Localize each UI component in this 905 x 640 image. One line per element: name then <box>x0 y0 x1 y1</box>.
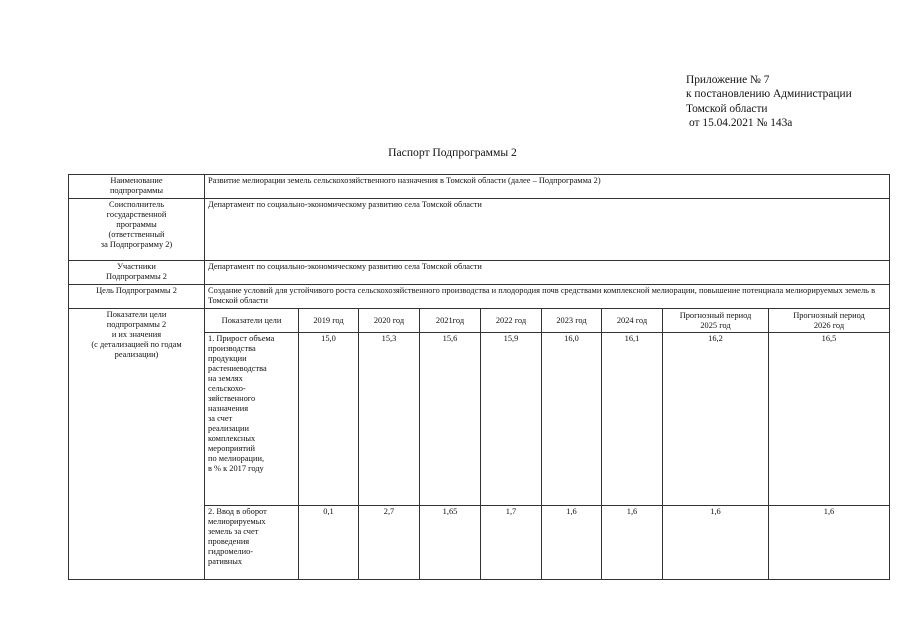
header-cell: Прогнозный период 2026 год <box>769 309 890 333</box>
indicator-value: 1,65 <box>420 506 481 580</box>
indicator-name: 1. Прирост объема производства продукции растениеводства на землях сельскохо- зяйственного назначения за счет реализации комплексных мероприятий по мелиорации, в % к 2017 году <box>205 333 299 506</box>
header-cell: 2023 год <box>542 309 602 333</box>
row-value-goal: Создание условий для устойчивого роста сельскохозяйственного производства и плодородия почв средствами комплексной мелиорации, повышение потенциала мелиорируемых земель в Томской области <box>205 285 890 309</box>
header-cell: 2019 год <box>299 309 359 333</box>
indicator-header-row <box>69 309 890 333</box>
appendix-block <box>686 73 852 131</box>
indicator-value: 1,6 <box>663 506 769 580</box>
indicator-value: 15,6 <box>420 333 481 506</box>
indicator-value: 16,2 <box>663 333 769 506</box>
table-row <box>69 261 890 285</box>
header-cell: 2021год <box>420 309 481 333</box>
row-label-indicators: Показатели цели подпрограммы 2 и их значения (с детализацией по годам реализации) <box>69 309 205 580</box>
header-cell: 2022 год <box>481 309 542 333</box>
row-value-name: Развитие мелиорации земель сельскохозяйственного назначения в Томской области (далее – Подпрограмма 2) <box>205 175 890 199</box>
header-cell: 2020 год <box>359 309 420 333</box>
indicator-value: 0,1 <box>299 506 359 580</box>
table-row <box>69 175 890 199</box>
table-row <box>69 199 890 261</box>
header-cell: 2024 год <box>602 309 663 333</box>
table-row <box>69 285 890 309</box>
indicator-value: 1,6 <box>542 506 602 580</box>
appendix-line: Приложение № 7 <box>686 74 770 86</box>
appendix-line: от 15.04.2021 № 143а <box>689 117 793 130</box>
row-value-participants: Департамент по социально-экономическому развитию села Томской области <box>205 261 890 285</box>
indicator-value: 15,3 <box>359 333 420 506</box>
indicator-value: 2,7 <box>359 506 420 580</box>
appendix-line: к постановлению Администрации <box>686 88 852 101</box>
indicator-value: 1,7 <box>481 506 542 580</box>
indicator-value: 15,9 <box>481 333 542 506</box>
header-cell: Прогнозный период 2025 год <box>663 309 769 333</box>
indicator-value: 16,5 <box>769 333 890 506</box>
row-label-coexecutor: Соисполнитель государственной программы (ответственный за Подпрограмму 2) <box>69 199 205 261</box>
row-value-coexecutor: Департамент по социально-экономическому развитию села Томской области <box>205 199 890 261</box>
passport-table <box>68 174 890 580</box>
page-title: Паспорт Подпрограммы 2 <box>388 146 517 159</box>
indicator-value: 1,6 <box>602 506 663 580</box>
indicator-value: 15,0 <box>299 333 359 506</box>
row-label-goal: Цель Подпрограммы 2 <box>69 285 205 309</box>
indicator-value: 16,1 <box>602 333 663 506</box>
row-label-participants: Участники Подпрограммы 2 <box>69 261 205 285</box>
header-cell: Показатели цели <box>205 309 299 333</box>
appendix-line: Томской области <box>686 102 768 115</box>
indicator-value: 16,0 <box>542 333 602 506</box>
indicator-value: 1,6 <box>769 506 890 580</box>
row-label-name: Наименование подпрограммы <box>69 175 205 199</box>
indicator-name: 2. Ввод в оборот мелиорируемых земель за счет проведения гидромелио- ративных <box>205 506 299 580</box>
